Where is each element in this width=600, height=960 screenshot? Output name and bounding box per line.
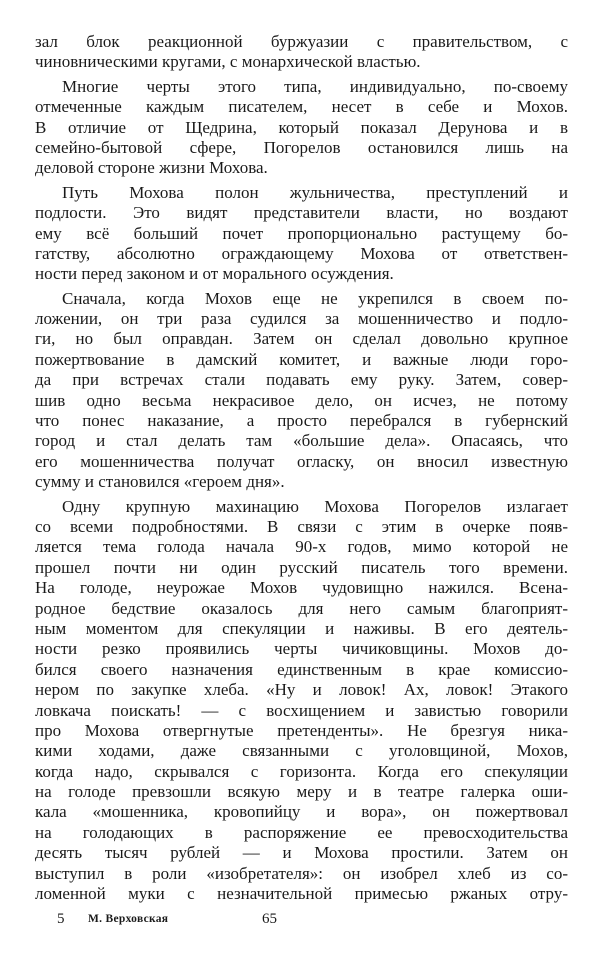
text-line: кала «мошенника, кровопийцу и вора», он пожертвовал bbox=[35, 802, 568, 822]
text-line: пожертвование в дамский комитет, и важные люди горо- bbox=[35, 349, 568, 369]
text-line: ему всё больший почет пропорционально растущему бо- bbox=[35, 223, 568, 243]
signature-number: 5 bbox=[57, 911, 65, 927]
text-line: на голодающих в распоряжение ее превосходительства bbox=[35, 822, 568, 842]
text-line: зал блок реакционной буржуазии с правительством, с bbox=[35, 32, 568, 51]
text-line: десять тысяч рублей — и Мохова простили. Затем он bbox=[35, 843, 568, 863]
paragraph bbox=[35, 77, 568, 179]
text-line: Сначала, когда Мохов еще не укрепился в своем по- bbox=[62, 288, 568, 308]
text-line: ляется тема голода начала 90-х годов, мимо которой не bbox=[35, 537, 568, 557]
text-line: со всеми подробностями. В связи с этим в очерке появ- bbox=[35, 516, 568, 536]
text-line: гатству, абсолютно ограждающему Мохова от ответствен- bbox=[35, 243, 568, 263]
text-line: что понес наказание, а просто перебрался в губернский bbox=[35, 411, 568, 431]
page-number: 65 bbox=[262, 911, 277, 927]
text-line: ложении, он три раза судился за мошенничество и подло- bbox=[35, 309, 568, 329]
text-line: кими ходами, даже связанными с уголовщиной, Мохов, bbox=[35, 741, 568, 761]
text-line: деловой стороне жизни Мохова. bbox=[35, 158, 268, 178]
text-line: нером по закупке хлеба. «Ну и ловок! Ах, ловок! Этакого bbox=[35, 680, 568, 700]
text-line: ности перед законом и от морального осуждения. bbox=[35, 264, 394, 284]
text-line: отмеченные каждым писателем, несет в себе и Мохов. bbox=[35, 97, 568, 117]
text-line: город и стал делать там «большие дела». Опасаясь, что bbox=[35, 431, 568, 451]
text-line: Путь Мохова полон жульничества, преступлений и bbox=[62, 182, 568, 202]
text-line: В отличие от Щедрина, который показал Дерунова и в bbox=[35, 117, 568, 137]
text-line: ным моментом для спекуляции и наживы. В его деятель- bbox=[35, 618, 568, 638]
text-line: На голоде, неурожае Мохов чудовищно нажился. Всена- bbox=[35, 578, 568, 598]
text-line: прошел почти ни один русский писатель того времени. bbox=[35, 557, 568, 577]
paragraph bbox=[35, 183, 568, 285]
text-line: бился своего назначения единственным в крае комиссио- bbox=[35, 659, 568, 679]
paragraph bbox=[35, 289, 568, 493]
page-footer bbox=[0, 910, 600, 934]
text-line: ломенной муки с незначительной примесью ржаных отру- bbox=[35, 884, 568, 904]
text-line: шив одно весьма некрасивое дело, он исчез, не потому bbox=[35, 390, 568, 410]
text-line: подлости. Это видят представители власти, но воздают bbox=[35, 203, 568, 223]
text-line: ги, но был оправдан. Затем он сделал довольно крупное bbox=[35, 329, 568, 349]
signature-author: М. Верховская bbox=[88, 913, 169, 925]
text-line: Одну крупную махинацию Мохова Погорелов излагает bbox=[62, 496, 568, 516]
text-line: Многие черты этого типа, индивидуально, по-своему bbox=[62, 76, 568, 96]
paragraph bbox=[35, 497, 568, 905]
text-line: сумму и становился «героем дня». bbox=[35, 472, 285, 492]
text-line: на голоде превзошли всякую меру и в театре галерка оши- bbox=[35, 782, 568, 802]
text-line: когда надо, скрывался с горизонта. Когда его спекуляции bbox=[35, 761, 568, 781]
text-line: его мошенничества получат огласку, он вносил известную bbox=[35, 451, 568, 471]
text-line: выступил в роли «изобретателя»: он изобрел хлеб из со- bbox=[35, 863, 568, 883]
text-line: ности резко проявились черты чичиковщины. Мохов до- bbox=[35, 639, 568, 659]
page-body bbox=[35, 32, 568, 908]
paragraph bbox=[35, 32, 568, 73]
text-line: родное бедствие оказалось для него самым благоприят- bbox=[35, 598, 568, 618]
text-line: да при встречах стали подавать ему руку. Затем, совер- bbox=[35, 370, 568, 390]
text-line: чиновническими кругами, с монархической властью. bbox=[35, 52, 421, 72]
text-line: семейно-бытовой сфере, Погорелов остановился лишь на bbox=[35, 137, 568, 157]
text-line: ловкача поискать! — с восхищением и завистью говорили bbox=[35, 700, 568, 720]
text-line: про Мохова отвергнутые претенденты». Не брезгуя ника- bbox=[35, 720, 568, 740]
